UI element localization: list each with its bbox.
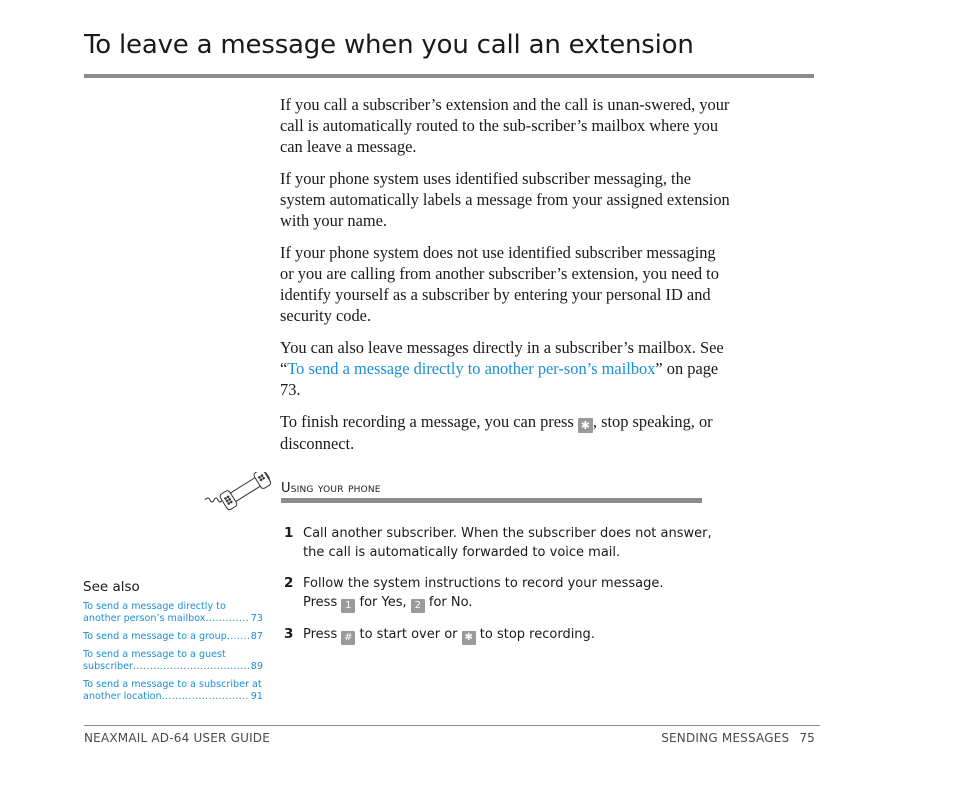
- step-2: [284, 574, 724, 613]
- step-1: [284, 524, 724, 562]
- step-for-no: for No.: [424, 595, 473, 610]
- see-also-link[interactable]: [83, 679, 263, 703]
- see-also-link-line1[interactable]: To send a message directly to: [83, 601, 226, 612]
- dot-leader: [227, 631, 249, 643]
- see-also-link-line2: [83, 613, 263, 625]
- step-press: Press: [303, 595, 342, 610]
- step-start-over: to start over or: [355, 627, 462, 642]
- key-1-icon: 1: [341, 599, 355, 613]
- see-also-heading: See also: [83, 579, 140, 595]
- body-text: [280, 94, 730, 465]
- step-number: 3: [284, 626, 294, 642]
- see-also-link-label[interactable]: another location: [83, 691, 162, 702]
- steps-list: [284, 524, 724, 657]
- footer-section: [661, 731, 815, 745]
- step-stop: to stop recording.: [475, 627, 595, 642]
- see-also-link-label[interactable]: another person’s mailbox: [83, 613, 206, 624]
- title-rule: [84, 74, 814, 78]
- cross-reference-link[interactable]: To send a message directly to another per-son’s mailbox: [287, 359, 656, 378]
- dot-leader: [133, 661, 249, 673]
- see-also-page[interactable]: 91: [250, 691, 263, 702]
- see-also-link-line1[interactable]: To send a message to a guest: [83, 649, 226, 660]
- handset-shape: [219, 472, 273, 511]
- see-also-link-line2: [83, 661, 263, 673]
- step-for-yes: for Yes,: [355, 595, 411, 610]
- telephone-handset-icon: [204, 472, 276, 512]
- dot-leader: [205, 613, 248, 625]
- see-also-page[interactable]: 73: [250, 613, 263, 624]
- star-key-icon: ✱: [578, 418, 593, 433]
- paragraph-unanswered: If you call a subscriber’s extension and the call is unan-swered, your call is automatically routed to the sub-scriber’s mailbox where you can leave a message.: [280, 95, 730, 156]
- finish-post: , stop speaking, or disconnect.: [280, 412, 713, 453]
- step-press: Press: [303, 627, 342, 642]
- see-also-link-line2: [83, 631, 263, 643]
- see-also-link-line2: [83, 691, 263, 703]
- paragraph-see-reference: [280, 337, 730, 400]
- see-also-link[interactable]: [83, 601, 263, 625]
- step-3: [284, 625, 724, 645]
- paragraph-see-pre: You can also leave messages directly in a subscriber’s mailbox. See “: [280, 338, 724, 378]
- footer-rule: [84, 725, 820, 726]
- step-text: Call another subscriber. When the subscriber does not answer, the call is automatically forwarded to voice mail.: [303, 526, 712, 560]
- step-number: 1: [284, 525, 294, 541]
- key-2-icon: 2: [411, 599, 425, 613]
- see-also-page[interactable]: 87: [250, 631, 263, 642]
- finish-pre: To finish recording a message, you can press: [280, 412, 578, 431]
- footer-section-title: SENDING MESSAGES: [661, 731, 790, 745]
- paragraph-not-identified: If your phone system does not use identified subscriber messaging or you are calling from another subscriber’s extension, you need to identify yourself as a subscriber by entering your personal ID and security code.: [280, 243, 719, 325]
- see-also-link-line1[interactable]: To send a message to a subscriber at: [83, 679, 262, 690]
- star-key-icon: ✱: [462, 631, 476, 645]
- step-text: Follow the system instructions to record your message.: [303, 576, 664, 591]
- see-also-link-label[interactable]: subscriber: [83, 661, 133, 672]
- see-also-link-label[interactable]: To send a message to a group: [83, 631, 227, 642]
- footer-guide-title: NEAXMAIL AD-64 USER GUIDE: [84, 731, 271, 745]
- see-also-page[interactable]: 89: [250, 661, 263, 672]
- paragraph-finish-recording: [280, 411, 730, 454]
- step-number: 2: [284, 575, 294, 591]
- see-also-box: [83, 579, 263, 709]
- page-title: To leave a message when you call an extension: [84, 30, 694, 60]
- hash-key-icon: #: [341, 631, 355, 645]
- section-heading: Using your phone: [281, 481, 381, 496]
- page-number: 75: [799, 731, 815, 745]
- see-also-link[interactable]: [83, 649, 263, 673]
- dot-leader: [162, 691, 249, 703]
- see-also-link[interactable]: [83, 631, 263, 643]
- paragraph-identified-messaging: If your phone system uses identified subscriber messaging, the system automatically labels a message from your assigned extension with your name.: [280, 169, 730, 230]
- section-rule: [281, 498, 702, 503]
- paragraph-see-post: ” on page 73.: [280, 359, 719, 399]
